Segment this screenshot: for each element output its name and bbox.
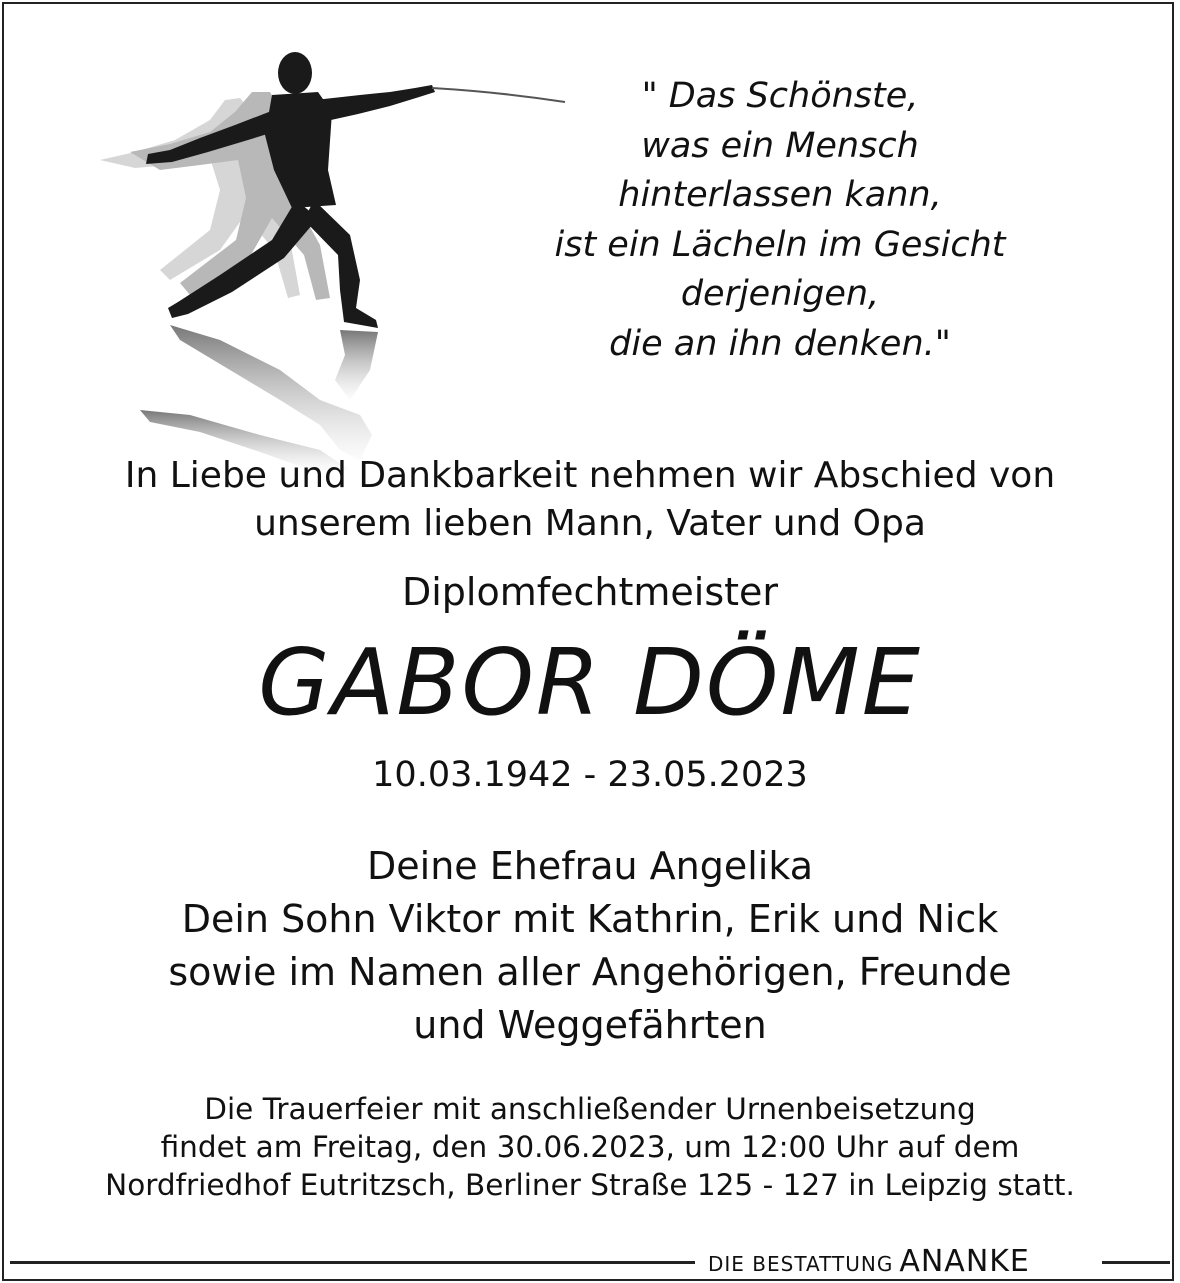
ceremony-line: findet am Freitag, den 30.06.2023, um 12:00 Uhr auf dem bbox=[160, 1130, 1020, 1164]
deceased-title: Diplomfechtmeister bbox=[401, 570, 779, 614]
farewell-intro bbox=[0, 452, 1180, 548]
deceased-name: GABOR DÖME bbox=[258, 629, 922, 736]
quote-line: " Das Schönste, bbox=[641, 76, 919, 116]
life-dates: 10.03.1942 - 23.05.2023 bbox=[372, 755, 808, 795]
ceremony-line: Nordfriedhof Eutritzsch, Berliner Straße 125 - 127 in Leipzig statt. bbox=[105, 1168, 1075, 1202]
mourner-line: Deine Ehefrau Angelika bbox=[367, 844, 813, 888]
ceremony-line: Die Trauerfeier mit anschließender Urnenbeisetzung bbox=[204, 1092, 976, 1126]
mourner-line: sowie im Namen aller Angehörigen, Freunde bbox=[168, 950, 1012, 994]
brand-prefix: DIE BESTATTUNG bbox=[708, 1252, 894, 1276]
mourner-line: und Weggefährten bbox=[413, 1003, 767, 1047]
mourners-list bbox=[0, 840, 1180, 1052]
quote-line: derjenigen, bbox=[680, 274, 880, 314]
fencer-silhouette-icon bbox=[60, 40, 600, 470]
intro-line: unserem lieben Mann, Vater und Opa bbox=[254, 503, 926, 544]
quote-line: die an ihn denken." bbox=[609, 323, 951, 364]
intro-line: In Liebe und Dankbarkeit nehmen wir Abschied von bbox=[124, 455, 1056, 496]
funeral-home-footer bbox=[10, 1240, 1170, 1279]
ceremony-info bbox=[0, 1090, 1180, 1204]
mourner-line: Dein Sohn Viktor mit Kathrin, Erik und Nick bbox=[181, 897, 999, 941]
quote-line: hinterlassen kann, bbox=[618, 175, 942, 215]
quote-line: ist ein Lächeln im Gesicht bbox=[554, 224, 1006, 265]
memorial-quote bbox=[520, 72, 1040, 369]
quote-line: was ein Mensch bbox=[641, 125, 919, 166]
brand-name: ANANKE bbox=[899, 1244, 1030, 1279]
footer-rule-left bbox=[10, 1261, 695, 1264]
funeral-home-brand bbox=[708, 1244, 1098, 1279]
footer-rule-right bbox=[1102, 1261, 1170, 1264]
